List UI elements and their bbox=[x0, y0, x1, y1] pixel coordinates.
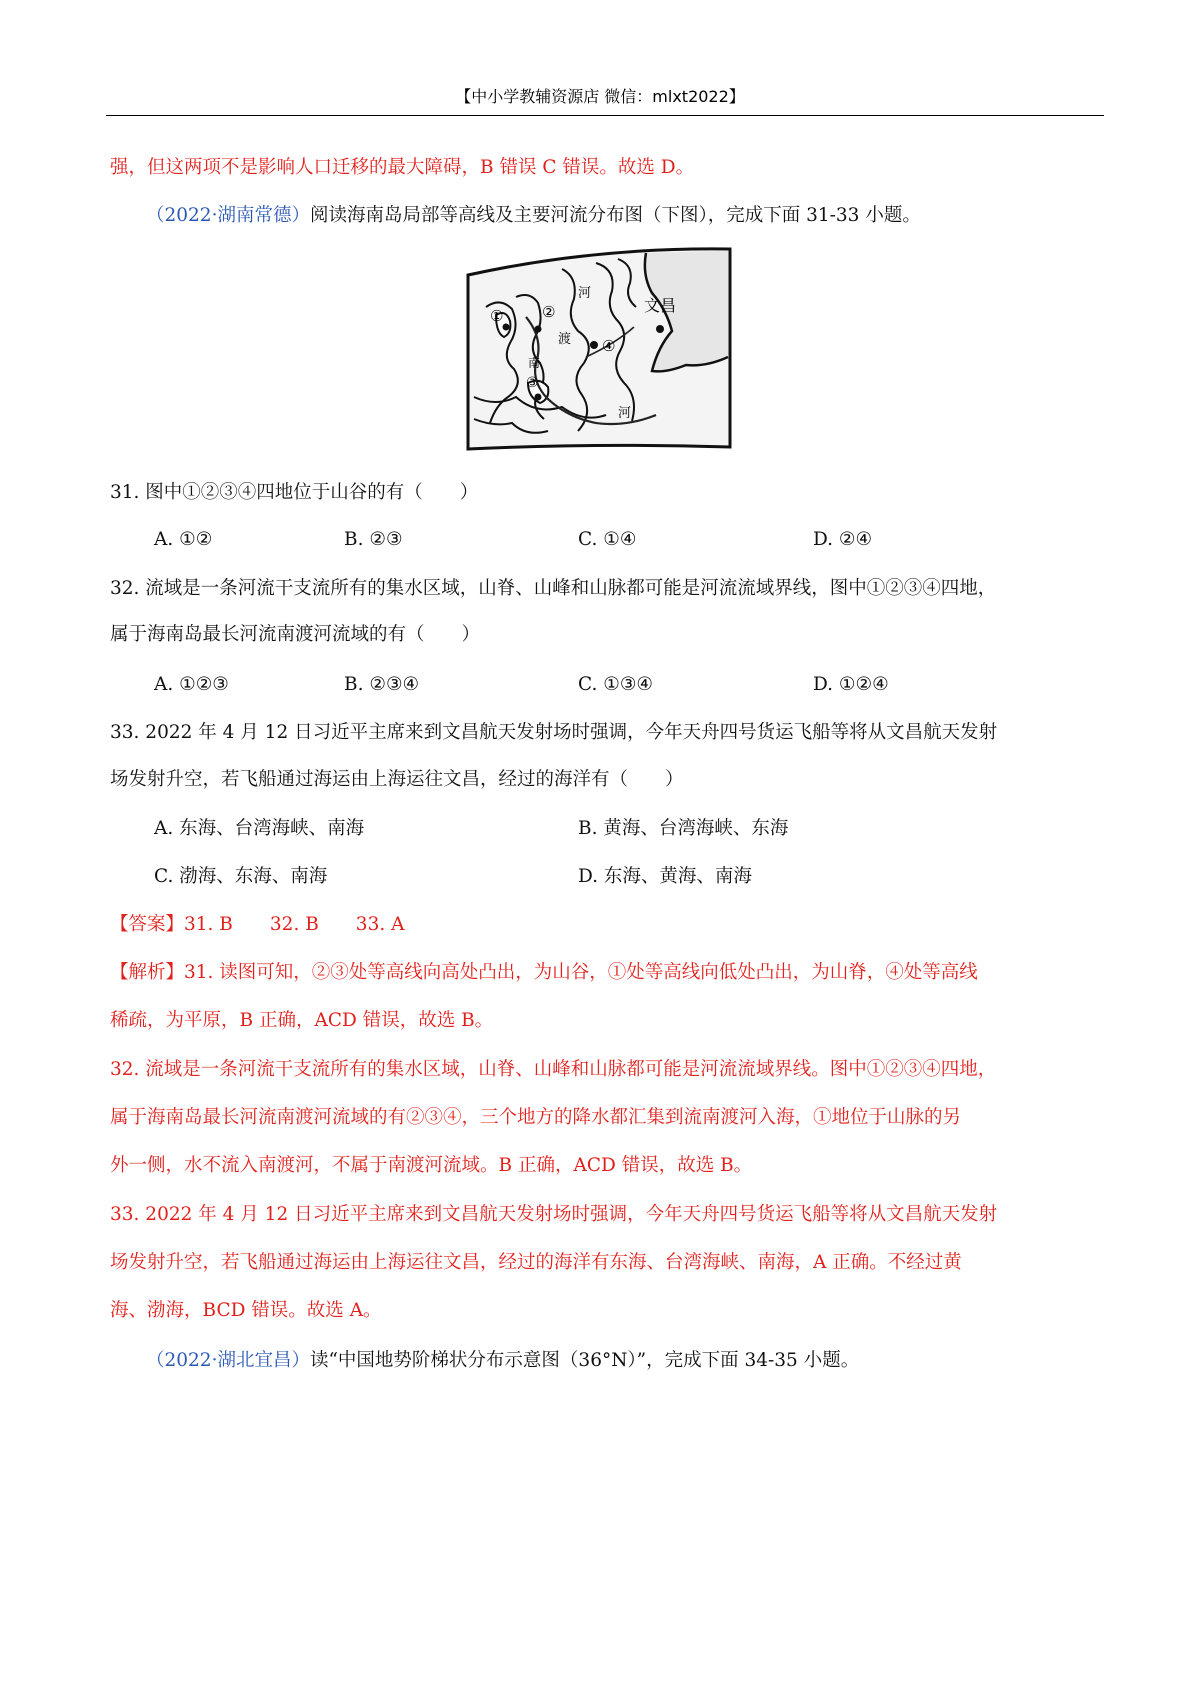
point-dot bbox=[535, 394, 542, 401]
q31-option-a: A. ①② bbox=[154, 529, 213, 550]
question-32-line-1: 32. 流域是一条河流干支流所有的集水区域，山脊、山峰和山脉都可能是河流流域界线，图中①②③④四地， bbox=[110, 578, 997, 599]
q32-option-b: B. ②③④ bbox=[344, 674, 420, 695]
intro-31-33-text: 阅读海南岛局部等高线及主要河流分布图（下图），完成下面 31-33 小题。 bbox=[309, 205, 921, 226]
wenchang-dot bbox=[656, 325, 664, 333]
intro-31-33-source: （2022·湖南常德） bbox=[146, 205, 310, 226]
marker-4: ④ bbox=[602, 337, 616, 355]
explanation-33-line-3: 海、渤海，BCD 错误。故选 A。 bbox=[110, 1300, 382, 1321]
page-header: 【中小学教辅资源店 微信：mlxt2022】 bbox=[455, 87, 745, 106]
hainan-contour-map bbox=[466, 247, 734, 457]
question-33-line-2: 场发射升空，若飞船通过海运由上海运往文昌，经过的海洋有（ ） bbox=[110, 769, 684, 790]
marker-2: ② bbox=[542, 303, 556, 321]
hainan-contour-map-svg bbox=[466, 247, 734, 457]
label-wenchang: 文昌 bbox=[644, 296, 677, 315]
intro-34-35-text: 读“中国地势阶梯状分布示意图（36°N）”，完成下面 34-35 小题。 bbox=[309, 1350, 860, 1371]
header-rule bbox=[106, 115, 1104, 116]
intro-31-33 bbox=[146, 203, 921, 229]
explanation-33-line-2: 场发射升空，若飞船通过海运由上海运往文昌，经过的海洋有东海、台湾海峡、南海，A 正确。不经过黄 bbox=[110, 1252, 962, 1273]
explanation-33-line-1: 33. 2022 年 4 月 12 日习近平主席来到文昌航天发射场时强调，今年天舟四号货运飞船等将从文昌航天发射 bbox=[110, 1204, 998, 1225]
intro-34-35-source: （2022·湖北宜昌） bbox=[146, 1350, 310, 1371]
marker-1: ① bbox=[490, 307, 504, 325]
q31-option-c: C. ①④ bbox=[578, 529, 637, 550]
q31-option-b: B. ②③ bbox=[344, 529, 403, 550]
q31-option-d: D. ②④ bbox=[813, 529, 873, 550]
intro-34-35 bbox=[146, 1348, 859, 1374]
prev-explanation-tail: 强，但这两项不是影响人口迁移的最大障碍，B 错误 C 错误。故选 D。 bbox=[110, 157, 695, 178]
question-32-line-2: 属于海南岛最长河流南渡河流域的有（ ） bbox=[110, 624, 481, 645]
q33-option-a: A. 东海、台湾海峡、南海 bbox=[154, 818, 365, 839]
q33-option-d: D. 东海、黄海、南海 bbox=[578, 866, 752, 887]
marker-3: ③ bbox=[526, 375, 539, 391]
label-river-bottom: 河 bbox=[618, 406, 632, 421]
label-river-top: 河 bbox=[578, 286, 592, 301]
q33-option-c: C. 渤海、东海、南海 bbox=[154, 866, 328, 887]
explanation-32-line-2: 属于海南岛最长河流南渡河流域的有②③④，三个地方的降水都汇集到流南渡河入海，①地位于山脉的另 bbox=[110, 1107, 962, 1128]
question-31: 31. 图中①②③④四地位于山谷的有（ ） bbox=[110, 482, 479, 503]
answer-line: 【答案】31. B 32. B 33. A bbox=[110, 914, 405, 935]
explanation-32-line-3: 外一侧，水不流入南渡河，不属于南渡河流域。B 正确，ACD 错误，故选 B。 bbox=[110, 1155, 753, 1176]
explanation-31-line-2: 稀疏，为平原，B 正确，ACD 错误，故选 B。 bbox=[110, 1010, 494, 1031]
point-dot bbox=[503, 324, 510, 331]
point-dot bbox=[590, 341, 598, 349]
question-33-line-1: 33. 2022 年 4 月 12 日习近平主席来到文昌航天发射场时强调，今年天舟四号货运飞船等将从文昌航天发射 bbox=[110, 722, 998, 743]
point-dot bbox=[535, 326, 542, 333]
q32-option-a: A. ①②③ bbox=[154, 674, 229, 695]
explanation-32-line-1: 32. 流域是一条河流干支流所有的集水区域，山脊、山峰和山脉都可能是河流流域界线。图中①②③④四地， bbox=[110, 1059, 997, 1080]
q33-option-b: B. 黄海、台湾海峡、东海 bbox=[578, 818, 789, 839]
label-nan: 南 bbox=[528, 356, 541, 370]
q32-option-c: C. ①③④ bbox=[578, 674, 654, 695]
explanation-31-line-1: 【解析】31. 读图可知，②③处等高线向高处凸出，为山谷，①处等高线向低处凸出，为山脊，④处等高线 bbox=[110, 962, 978, 983]
q32-option-d: D. ①②④ bbox=[813, 674, 889, 695]
label-du: 渡 bbox=[558, 332, 572, 347]
